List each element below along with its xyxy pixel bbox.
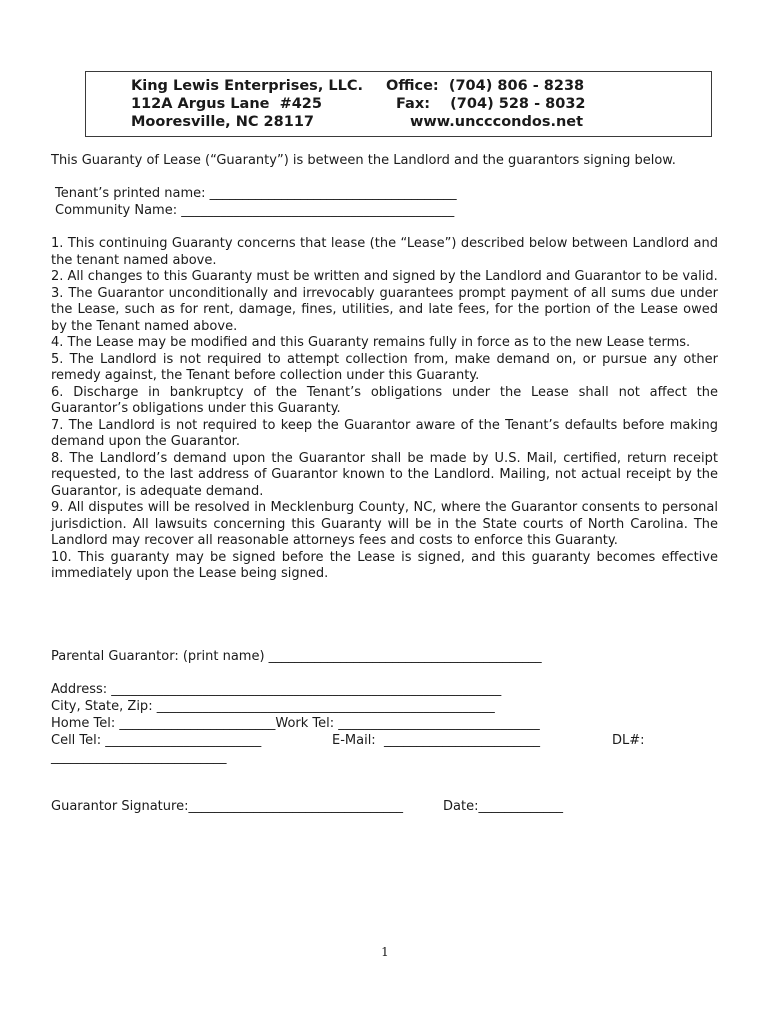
company-address-line1: 112A Argus Lane #425 (131, 96, 322, 112)
date-field[interactable]: Date:_____________ (443, 799, 563, 814)
intro-text: This Guaranty of Lease (“Guaranty”) is between the Landlord and the guarantors signing below. (51, 153, 676, 168)
clause-7: 7. The Landlord is not required to keep the Guarantor aware of the Tenant’s defaults before making demand upon the Guarantor. (51, 417, 718, 449)
tenant-name-field[interactable]: Tenant’s printed name: ______________________________________ (55, 186, 457, 201)
clause-9: 9. All disputes will be resolved in Mecklenburg County, NC, where the Guarantor consents to personal jurisdiction. All lawsuits concerning this Guaranty will be in the State courts of North Carolina. The Landlord may recover all reasonable attorneys fees and costs to enforce this Guaranty. (51, 500, 718, 548)
clause-4: 4. The Lease may be modified and this Guaranty remains fully in force as to the new Lease terms. (51, 335, 691, 350)
office-phone: Office: (704) 806 - 8238 (386, 78, 585, 94)
clause-1: 1. This continuing Guaranty concerns that lease (the “Lease”) described below between Landlord and the tenant named above. (51, 236, 718, 268)
clause-10: 10. This guaranty may be signed before the Lease is signed, and this guaranty becomes effective immediately upon the Lease being signed. (51, 549, 718, 581)
address-field[interactable]: Address: ____________________________________________________________ (51, 682, 502, 697)
clause-5: 5. The Landlord is not required to attempt collection from, make demand on, or pursue any other remedy against, the Tenant before collection under this Guaranty. (51, 351, 718, 383)
clause-8: 8. The Landlord’s demand upon the Guarantor shall be made by U.S. Mail, certified, return receipt requested, to the last address of Guarantor known to the Landlord. Mailing, not actual receipt by the Guarantor, is adequate demand. (51, 450, 718, 499)
community-name-field[interactable]: Community Name: __________________________________________ (55, 203, 455, 218)
city-state-zip-field[interactable]: City, State, Zip: ____________________________________________________ (51, 699, 495, 714)
company-address-line2: Mooresville, NC 28117 (131, 114, 314, 130)
dl-label: DL#: (612, 733, 645, 748)
website-link[interactable]: www.uncccondos.net (410, 114, 584, 130)
email-field[interactable]: E-Mail: ________________________ (332, 733, 540, 748)
clauses-block (51, 236, 718, 583)
company-name: King Lewis Enterprises, LLC. (131, 78, 363, 94)
fax-number: Fax: (704) 528 - 8032 (396, 96, 586, 112)
page-number: 1 (381, 945, 389, 959)
guarantor-signature-field[interactable]: Guarantor Signature:_________________________________ (51, 799, 403, 814)
home-work-tel-field[interactable]: Home Tel: ________________________Work Tel: _______________________________ (51, 716, 540, 731)
clause-3: 3. The Guarantor unconditionally and irrevocably guarantees prompt payment of all sums due under the Lease, such as for rent, damage, fines, utilities, and late fees, for the portion of the Lease owed by the Tenant named above. (51, 285, 718, 334)
cell-tel-field[interactable]: Cell Tel: ________________________ (51, 733, 262, 748)
clause-2: 2. All changes to this Guaranty must be written and signed by the Landlord and Guarantor to be valid. (51, 269, 718, 284)
parental-guarantor-field[interactable]: Parental Guarantor: (print name) __________________________________________ (51, 649, 542, 664)
clause-6: 6. Discharge in bankruptcy of the Tenant’s obligations under the Lease shall not affect the Guarantor’s obligations under this Guaranty. (51, 384, 718, 416)
dl-field[interactable]: ___________________________ (51, 750, 227, 765)
